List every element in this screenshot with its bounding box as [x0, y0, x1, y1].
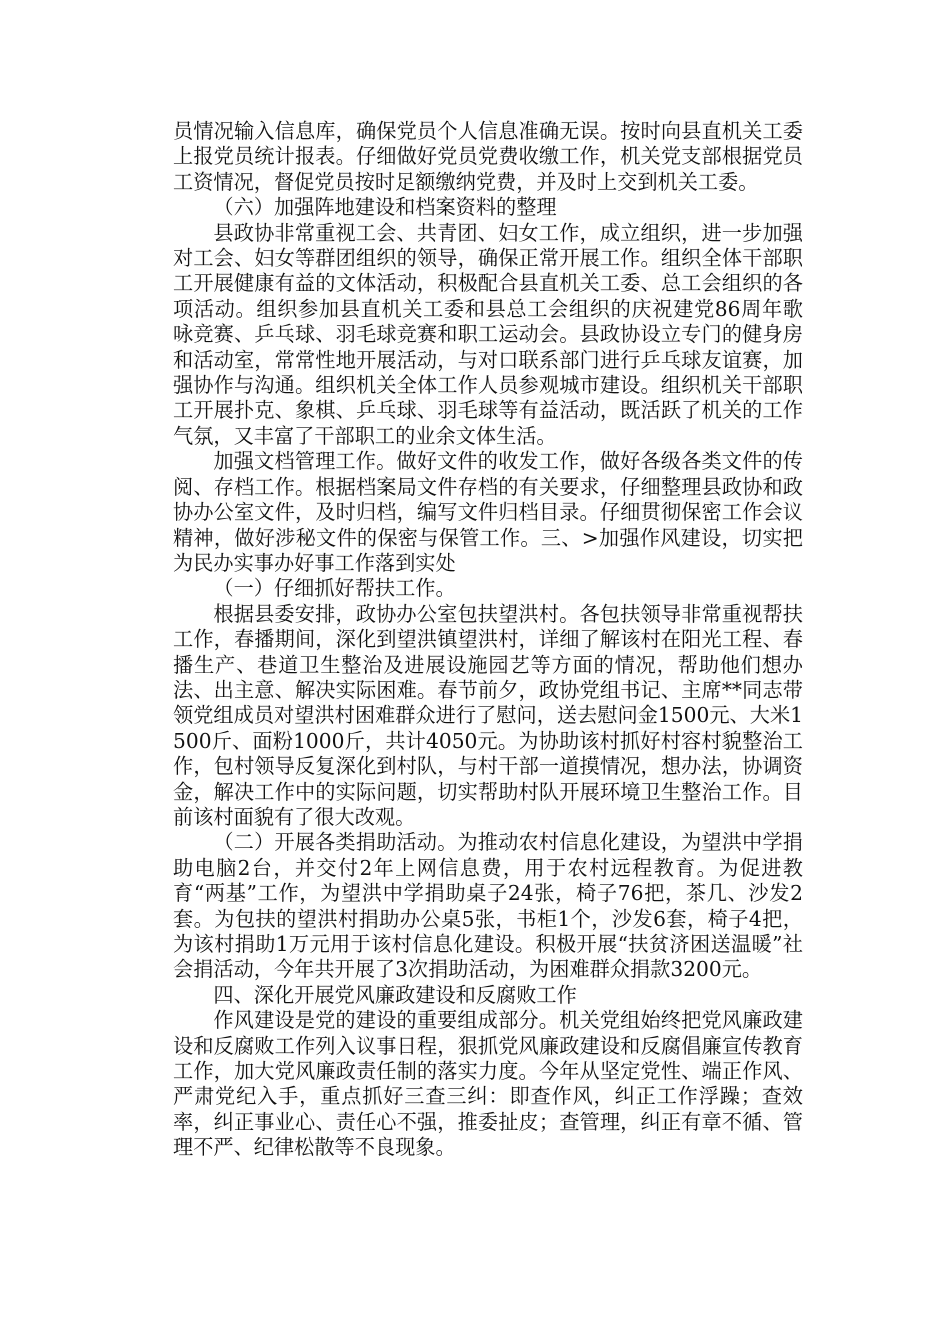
- paragraph-party-member-info: 员情况输入信息库，确保党员个人信息准确无误。按时向县直机关工委上报党员统计报表。仔细做好党员党费收缴工作，机关党支部根据党员工资情况，督促党员按时足额缴纳党费，并及时上交到机关工委。: [173, 119, 803, 194]
- paragraph-donation-activities: （二）开展各类捐助活动。为推动农村信息化建设，为望洪中学捐助电脑2台，并交付2年上网信息费，用于农村远程教育。为促进教育“两基”工作，为望洪中学捐助桌子24张，椅子76把，茶几、沙发2套。为包扶的望洪村捐助办公桌5张，书柜1个，沙发6套，椅子4把，为该村捐助1万元用于该村信息化建设。积极开展“扶贫济困送温暖”社会捐活动，今年共开展了3次捐助活动，为困难群众捐款3200元。: [173, 830, 803, 982]
- section-heading-one: （一）仔细抓好帮扶工作。: [213, 576, 456, 601]
- document-body: [173, 119, 803, 1161]
- paragraph-assistance-work: 根据县委安排，政协办公室包扶望洪村。各包扶领导非常重视帮扶工作，春播期间，深化到望洪镇望洪村，详细了解该村在阳光工程、春播生产、巷道卫生整治及进展设施园艺等方面的情况，帮助他们想办法、出主意、解决实际困难。春节前夕，政协党组书记、主席**同志带领党组成员对望洪村困难群众进行了慰问，送去慰问金1500元、大米1500斤、面粉1000斤，共计4050元。为协助该村抓好村容村貌整治工作，包村领导反复深化到村队，与村干部一道摸情况，想办法，协调资金，解决工作中的实际问题，切实帮助村队开展环境卫生整治工作。目前该村面貌有了很大改观。: [173, 601, 803, 829]
- paragraph-document-management: 加强文档管理工作。做好文件的收发工作，做好各级各类文件的传阅、存档工作。根据档案局文件存档的有关要求，仔细整理县政协和政协办公室文件，及时归档，编写文件归档目录。仔细贯彻保密工作会议精神，做好涉秘文件的保密与保管工作。三、>加强作风建设，切实把为民办实事办好事工作落到实处: [173, 449, 803, 575]
- section-heading-six: （六）加强阵地建设和档案资料的整理: [213, 195, 557, 220]
- section-heading-four: 四、深化开展党风廉政建设和反腐败工作: [213, 982, 577, 1007]
- paragraph-integrity-building: 作风建设是党的建设的重要组成部分。机关党组始终把党风廉政建设和反腐败工作列入议事日程，狠抓党风廉政建设和反腐倡廉宣传教育工作，加大党风廉政责任制的落实力度。今年从坚定党性、端正作风、严肃党纪入手，重点抓好三查三纠：即查作风，纠正工作浮躁；查效率，纠正事业心、责任心不强，推委扯皮；查管理，纠正有章不循、管理不严、纪律松散等不良现象。: [173, 1008, 803, 1160]
- paragraph-group-activities: 县政协非常重视工会、共青团、妇女工作，成立组织，进一步加强对工会、妇女等群团组织的领导，确保正常开展工作。组织全体干部职工开展健康有益的文体活动，积极配合县直机关工委、总工会组织的各项活动。组织参加县直机关工委和县总工会组织的庆祝建党86周年歌咏竞赛、乒乓球、羽毛球竞赛和职工运动会。县政协设立专门的健身房和活动室，常常性地开展活动，与对口联系部门进行乒乓球友谊赛，加强协作与沟通。组织机关全体工作人员参观城市建设。组织机关干部职工开展扑克、象棋、乒乓球、羽毛球等有益活动，既活跃了机关的工作气氛，又丰富了干部职工的业余文体生活。: [173, 220, 803, 448]
